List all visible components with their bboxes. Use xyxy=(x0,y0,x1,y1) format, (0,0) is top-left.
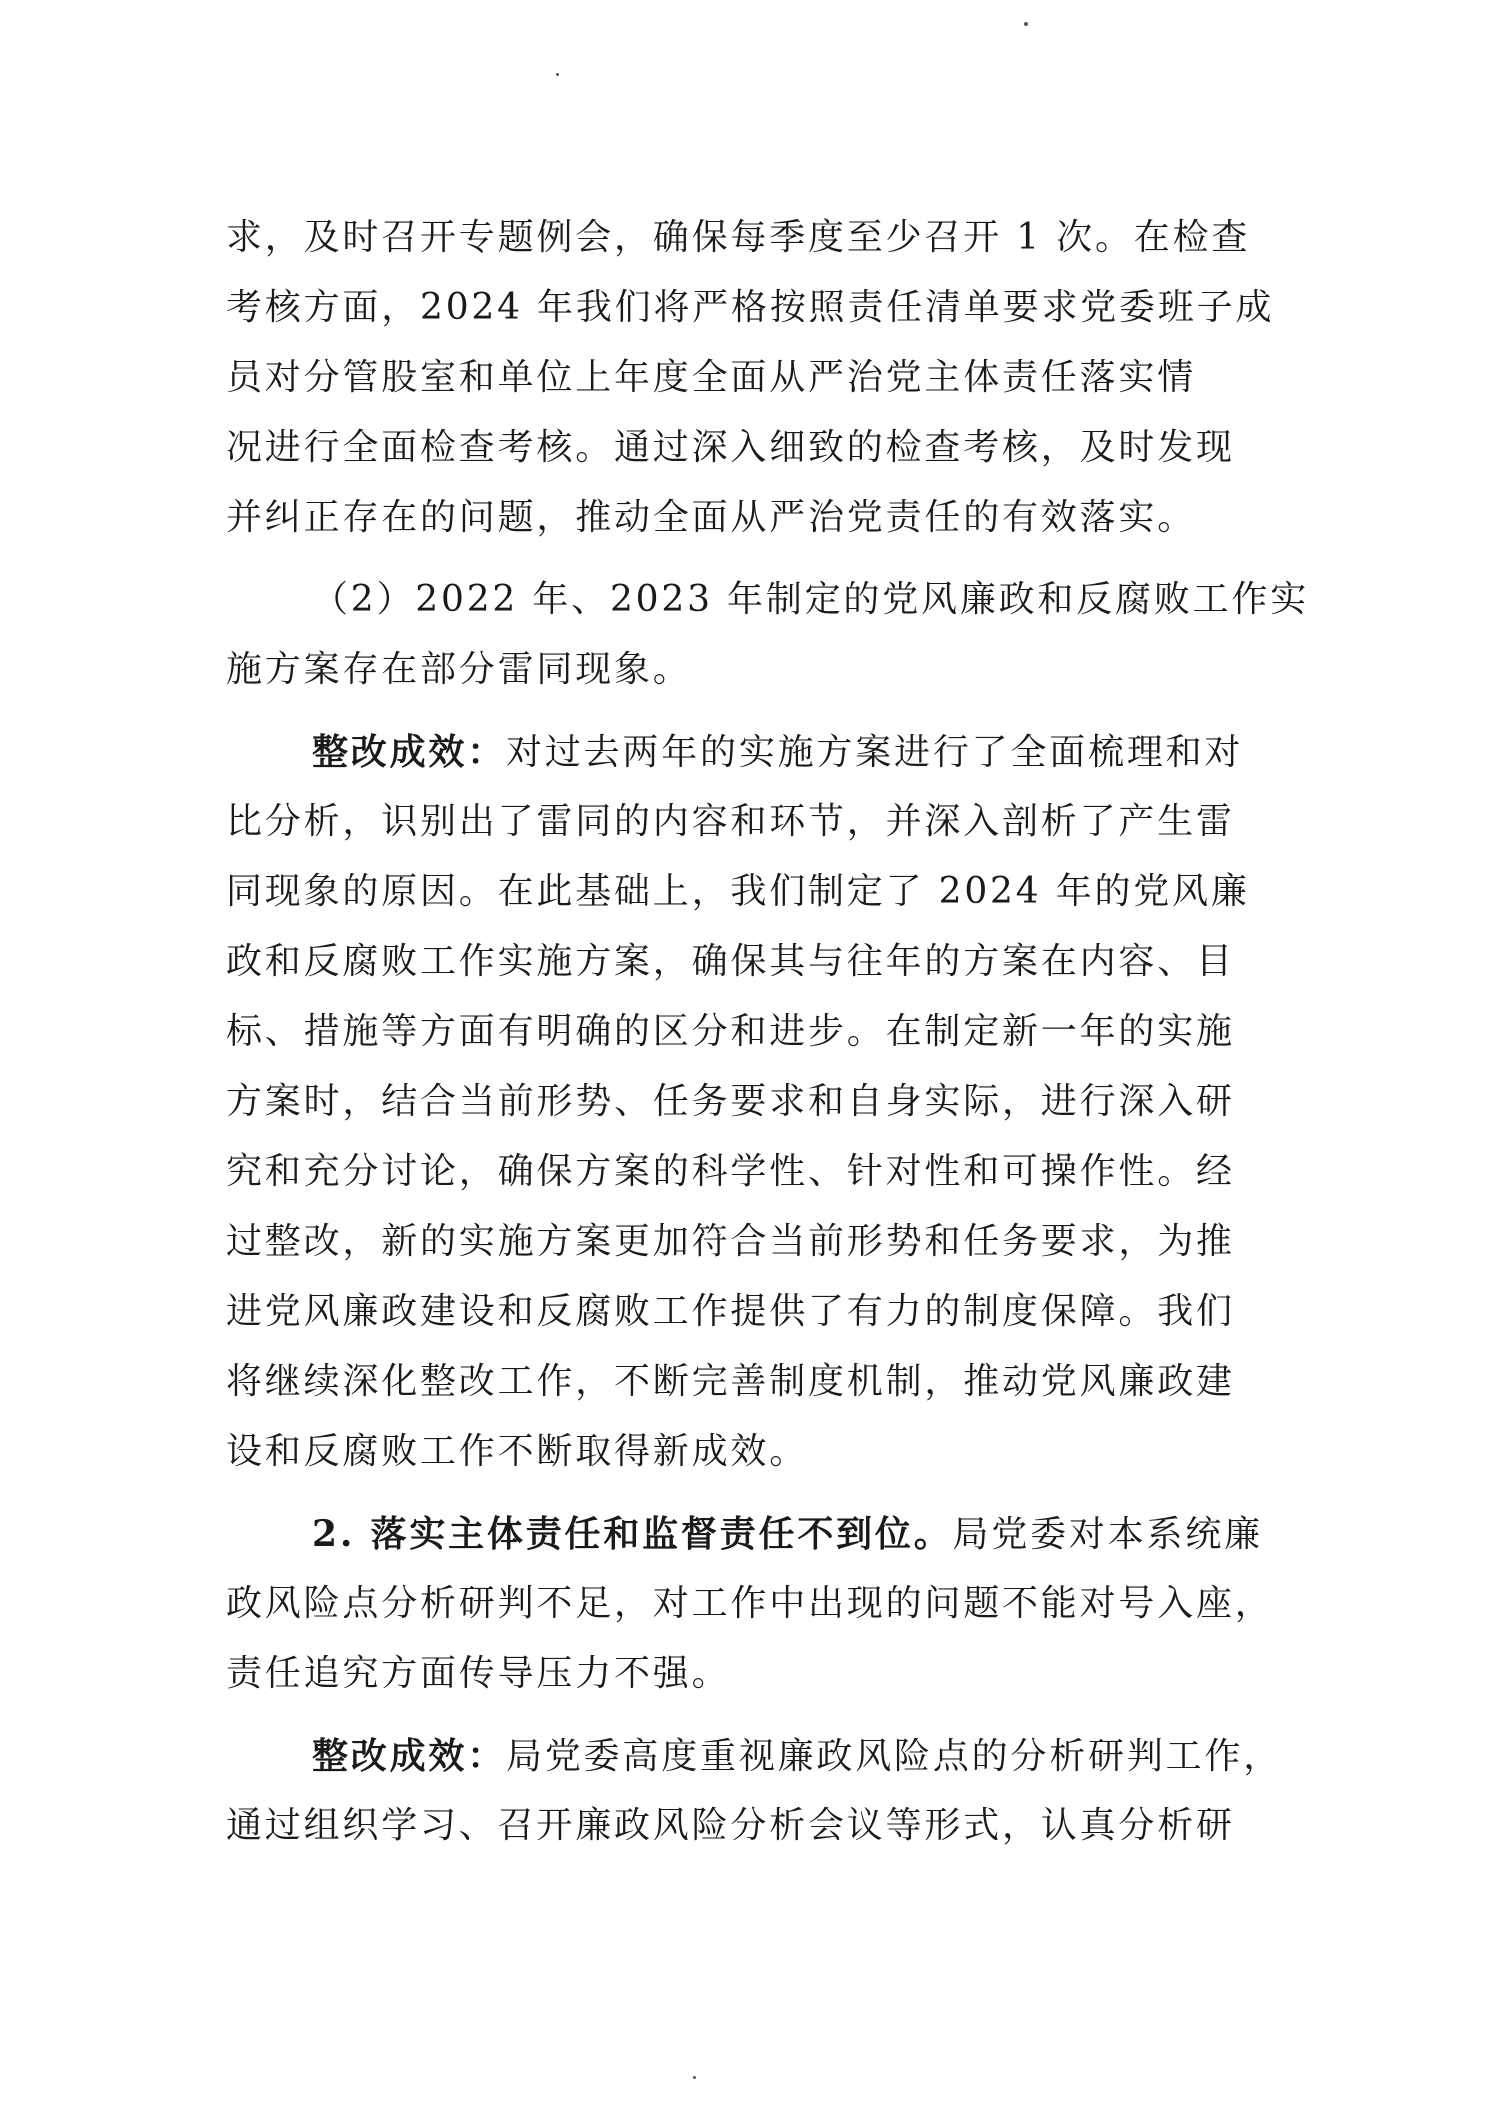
scan-speck xyxy=(556,73,559,76)
text-line: 方案时，结合当前形势、任务要求和自身实际，进行深入研 xyxy=(226,1081,1235,1122)
text-line: 标、措施等方面有明确的区分和进步。在制定新一年的实施 xyxy=(226,1011,1235,1052)
text-line xyxy=(226,1499,1266,1569)
text-line: 考核方面，2024 年我们将严格按照责任清单要求党委班子成 xyxy=(226,287,1275,328)
paragraph-4 xyxy=(226,1499,1274,1709)
text-line xyxy=(226,1721,1283,1791)
text-line: 比分析，识别出了雷同的内容和环节，并深入剖析了产生雷 xyxy=(226,801,1235,842)
paragraph-lead-rest: 对过去两年的实施方案进行了全面梳理和对 xyxy=(506,732,1244,773)
text-line: 求，及时召开专题例会，确保每季度至少召开 1 次。在检查 xyxy=(226,217,1251,258)
paragraph-lead-rest: 局党委对本系统廉 xyxy=(952,1514,1263,1555)
text-line: 并纠正存在的问题，推动全面从严治党责任的有效落实。 xyxy=(226,497,1197,538)
text-line: 员对分管股室和单位上年度全面从严治党主体责任落实情 xyxy=(226,357,1197,398)
text-line xyxy=(226,717,1266,787)
text-line: 况进行全面检查考核。通过深入细致的检查考核，及时发现 xyxy=(226,427,1235,468)
paragraph-lead: 整改成效： xyxy=(312,1735,507,1777)
scan-speck xyxy=(1024,22,1028,26)
text-line: 同现象的原因。在此基础上，我们制定了 2024 年的党风廉 xyxy=(226,871,1250,912)
paragraph-lead-rest: 局党委高度重视廉政风险点的分析研判工作， xyxy=(506,1736,1283,1777)
text-line: 将继续深化整改工作，不断完善制度机制，推动党风廉政建 xyxy=(226,1361,1235,1402)
text-line: 通过组织学习、召开廉政风险分析会议等形式，认真分析研 xyxy=(226,1805,1235,1846)
paragraph-2 xyxy=(226,565,1310,705)
paragraph-1 xyxy=(226,203,1275,553)
paragraph-lead: 2. 落实主体责任和监督责任不到位。 xyxy=(312,1513,953,1555)
scan-speck xyxy=(693,2076,696,2079)
paragraph-lead: 整改成效： xyxy=(312,731,507,773)
text-line: 政和反腐败工作实施方案，确保其与往年的方案在内容、目 xyxy=(226,941,1235,982)
text-line: 施方案存在部分雷同现象。 xyxy=(226,649,692,690)
text-line: 设和反腐败工作不断取得新成效。 xyxy=(226,1431,809,1472)
text-line: 责任追究方面传导压力不强。 xyxy=(226,1653,731,1694)
text-line: 究和充分讨论，确保方案的科学性、针对性和可操作性。经 xyxy=(226,1151,1235,1192)
text-line: 过整改，新的实施方案更加符合当前形势和任务要求，为推 xyxy=(226,1221,1235,1262)
text-line: （2）2022 年、2023 年制定的党风廉政和反腐败工作实 xyxy=(312,579,1310,620)
paragraph-3 xyxy=(226,717,1266,1487)
body-text xyxy=(226,203,1310,1861)
text-line: 政风险点分析研判不足，对工作中出现的问题不能对号入座， xyxy=(226,1583,1274,1624)
text-line: 进党风廉政建设和反腐败工作提供了有力的制度保障。我们 xyxy=(226,1291,1235,1332)
paragraph-5 xyxy=(226,1721,1283,1861)
